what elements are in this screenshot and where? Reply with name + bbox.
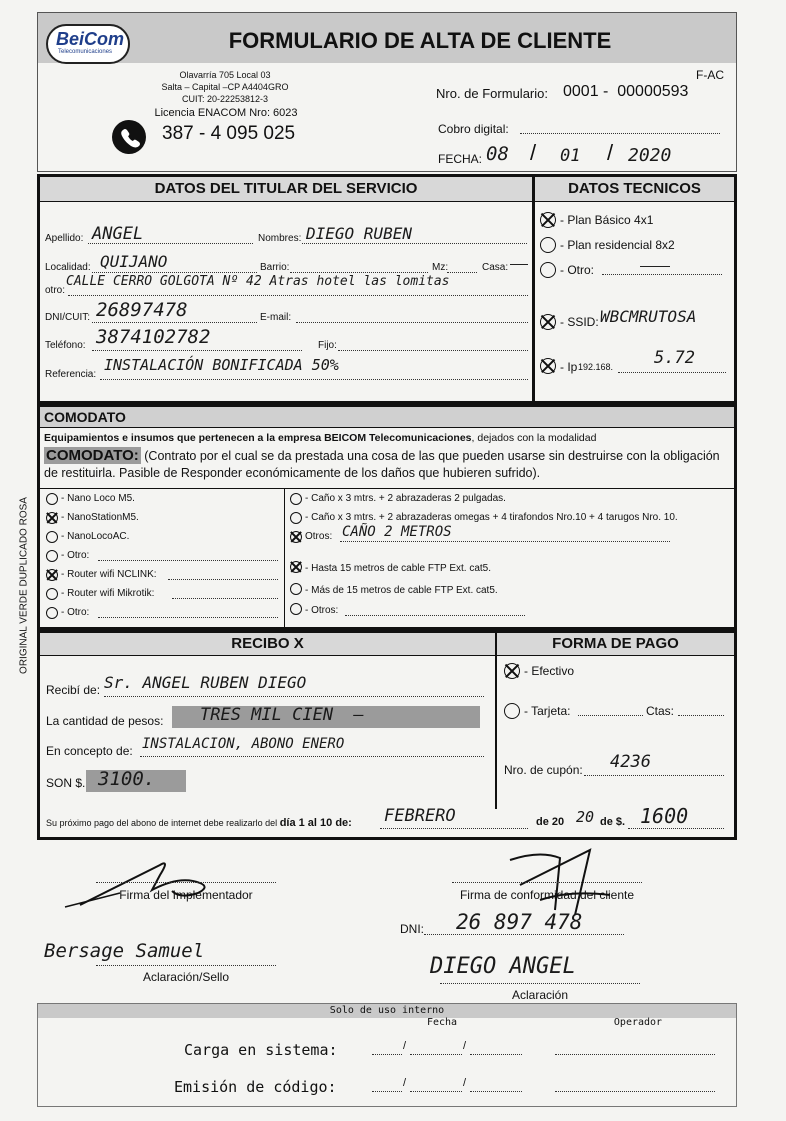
implementador-line	[96, 882, 276, 883]
anio-value: 20	[576, 808, 595, 826]
nanoloco-ac-check[interactable]	[46, 531, 58, 543]
carga-sep-2: /	[463, 1040, 467, 1052]
ip-line	[618, 372, 726, 373]
cano-2-pulgadas-label: - Caño x 3 mtrs. + 2 abrazaderas 2 pulgadas.	[305, 493, 506, 504]
otros-cano-line	[340, 541, 670, 542]
telefono-label: Teléfono:	[45, 340, 86, 351]
router-mikrotik-line	[172, 598, 278, 599]
proximo-dias: día 1 al 10 de:	[279, 817, 352, 829]
casa-label: Casa:	[482, 262, 509, 273]
comodato-intro-rest: , dejados con la modalidad	[471, 432, 597, 444]
ctas-label: Ctas:	[646, 704, 675, 718]
otros-final-label: - Otros:	[305, 605, 339, 616]
concepto-value: INSTALACION, ABONO ENERO	[142, 736, 345, 752]
emision-fecha-y	[470, 1091, 522, 1092]
otros-final-check[interactable]	[290, 603, 302, 615]
comodato-word: COMODATO:	[46, 447, 139, 464]
mz-line	[447, 272, 477, 273]
otro-plan-line	[602, 274, 722, 275]
otro-2-check[interactable]	[46, 607, 58, 619]
ssid-value: WBCMRUTOSA	[600, 307, 697, 326]
de-pesos-label: de $.	[600, 816, 626, 828]
ip-radio[interactable]	[540, 358, 556, 374]
comodato-divider	[40, 488, 734, 489]
address-line-2: Salta – Capital –CP A4404GRO	[161, 82, 289, 92]
carga-fecha-m	[410, 1054, 462, 1055]
son-value: 3100.	[98, 768, 156, 790]
efectivo-radio[interactable]	[504, 663, 520, 679]
cliente-signature-line	[452, 882, 642, 883]
aclaracion-caption: Aclaración	[511, 988, 569, 1002]
beicom-logo	[46, 24, 130, 64]
nanoloco-ac-label: - NanoLocoAC.	[61, 531, 130, 542]
dni-label: DNI/CUIT:	[45, 312, 90, 323]
fecha-sep-1: /	[530, 140, 537, 165]
address-line-1: Olavarría 705 Local 03	[179, 70, 271, 80]
comodato-intro	[44, 432, 596, 444]
email-label: E-mail:	[260, 312, 292, 323]
concepto-label: En concepto de:	[46, 744, 133, 758]
telefono-line	[92, 350, 302, 351]
otros-cano-label: Otros:	[305, 531, 333, 542]
otro-label: otro:	[45, 285, 66, 296]
otro-1-line	[98, 560, 278, 561]
fecha-month: 01	[560, 146, 581, 166]
tarjeta-radio[interactable]	[504, 703, 520, 719]
router-nclink-check[interactable]	[46, 569, 58, 581]
cupon-line	[584, 775, 724, 776]
firma-dni-value: 26 897 478	[456, 910, 583, 934]
cliente-signature	[480, 840, 640, 920]
otro-2-label: - Otro:	[61, 607, 90, 618]
otro-1-check[interactable]	[46, 550, 58, 562]
telefono-value: 3874102782	[96, 326, 211, 348]
fecha-day: 08	[486, 143, 509, 165]
cable-mas-15m-label: - Más de 15 metros de cable FTP Ext. cat5.	[305, 585, 498, 596]
proximo-label: Su próximo pago del abono de internet debe realizarlo del	[46, 818, 278, 828]
apellido-value: ANGEL	[92, 224, 144, 244]
fijo-label: Fijo:	[318, 340, 337, 351]
de20-label: de 20	[536, 816, 565, 828]
cupon-label: Nro. de cupón:	[504, 763, 583, 777]
dni-value: 26897478	[96, 299, 188, 321]
ssid-label: - SSID:	[560, 315, 599, 329]
fecha-year: 2020	[628, 145, 672, 166]
otros-cano-check[interactable]	[290, 531, 302, 543]
titular-title: DATOS DEL TITULAR DEL SERVICIO	[40, 177, 532, 202]
cliente-name: DIEGO ANGEL	[430, 954, 576, 979]
fecha-sep-2: /	[607, 140, 614, 165]
fecha-label: FECHA:	[438, 152, 483, 166]
otro-plan-dash	[640, 266, 670, 267]
otro-plan-label: - Otro:	[560, 263, 595, 277]
comodato-intro-bold: Equipamientos e insumos que pertenecen a la empresa BEICOM Telecomunicaciones	[44, 432, 472, 444]
emision-fecha-m	[410, 1091, 462, 1092]
otro-value: CALLE CERRO GOLGOTA Nº 42 Atras hotel las lomitas	[66, 274, 450, 289]
otro-line	[68, 295, 528, 296]
ip-prefix: 192.168.	[578, 362, 614, 372]
apellido-label: Apellido:	[45, 233, 84, 244]
cano-omegas-label: - Caño x 3 mtrs. + 2 abrazaderas omegas + 4 tirafondos Nro.10 + 4 tarugos Nro. 10.	[305, 512, 678, 523]
interno-fecha-header: Fecha	[426, 1017, 458, 1028]
aclaracion-sello-caption: Aclaración/Sello	[142, 970, 230, 984]
comodato-title: COMODATO	[40, 407, 734, 428]
emision-label: Emisión de código:	[174, 1078, 337, 1096]
otros-cano-value: CAÑO 2 METROS	[342, 524, 452, 540]
logo-subtext: Telecomunicaciones	[58, 49, 113, 55]
firma-dni-label: DNI:	[400, 922, 424, 936]
nombres-value: DIEGO RUBEN	[306, 224, 412, 243]
nombres-label: Nombres:	[258, 233, 302, 244]
localidad-label: Localidad:	[45, 262, 91, 273]
tecnicos-title: DATOS TECNICOS	[535, 177, 734, 202]
cable-15m-label: - Hasta 15 metros de cable FTP Ext. cat5.	[305, 563, 492, 574]
tarjeta-line	[578, 715, 643, 716]
nro-value: 0001 - 00000593	[563, 83, 689, 100]
router-nclink-line	[168, 579, 278, 580]
whatsapp-icon	[112, 120, 146, 154]
cantidad-value: TRES MIL CIEN —	[200, 705, 364, 725]
otro-2-line	[98, 617, 278, 618]
interno-operador-header: Operador	[613, 1017, 663, 1028]
implementador-caption: Firma del Implementador	[119, 888, 253, 902]
plan-basico-label: - Plan Básico 4x1	[560, 213, 654, 227]
barrio-line	[290, 272, 428, 273]
router-mikrotik-label: - Router wifi Mikrotik:	[61, 588, 155, 599]
aclaracion-sello-line	[96, 965, 276, 966]
nanostation-check[interactable]	[46, 512, 58, 524]
email-line	[296, 322, 528, 323]
emision-sep-2: /	[463, 1077, 467, 1089]
recibi-line	[104, 696, 484, 697]
otro-1-label: - Otro:	[61, 550, 90, 561]
proximo-mes-value: FEBRERO	[384, 806, 456, 826]
recibo-pago-divider	[495, 633, 497, 809]
cano-2-pulgadas-check[interactable]	[290, 493, 302, 505]
comodato-definition: (Contrato por el cual se da prestada una cosa de las que pueden usarse sin destruirse con la obligación de restituirla. Pasible de Responder económicamente de los daños que hubieren sufrido).	[44, 449, 720, 480]
tarjeta-label: - Tarjeta:	[524, 704, 571, 718]
emision-fecha-d	[372, 1091, 402, 1092]
licencia: Licencia ENACOM Nro: 6023	[154, 107, 298, 119]
comodato-column-divider	[284, 488, 285, 627]
monto-line	[628, 828, 724, 829]
monto-value: 1600	[640, 804, 689, 828]
cobro-label: Cobro digital:	[438, 122, 509, 136]
interno-title: Solo de uso interno	[38, 1004, 736, 1018]
cable-15m-check[interactable]	[290, 561, 302, 573]
plan-residencial-radio[interactable]	[540, 237, 556, 253]
nro-label: Nro. de Formulario:	[436, 86, 548, 101]
cuit: CUIT: 20-22253812-3	[181, 94, 269, 104]
emision-sep-1: /	[403, 1077, 407, 1089]
ip-label: - Ip	[560, 360, 578, 374]
plan-basico-radio[interactable]	[540, 212, 556, 228]
cupon-value: 4236	[610, 752, 651, 772]
nano-loco-m5-label: - Nano Loco M5.	[61, 493, 135, 504]
efectivo-label: - Efectivo	[524, 664, 575, 678]
carga-operador	[555, 1054, 715, 1055]
router-nclink-label: - Router wifi NCLINK:	[61, 569, 157, 580]
dni-line	[92, 322, 257, 323]
referencia-label: Referencia:	[45, 369, 97, 380]
otros-final-line	[345, 615, 525, 616]
carga-fecha-y	[470, 1054, 522, 1055]
emision-operador	[555, 1091, 715, 1092]
proximo-pago-row	[46, 817, 352, 829]
mz-label: Mz:	[432, 262, 449, 273]
form-code: F-AC	[696, 68, 724, 82]
fijo-line	[338, 350, 528, 351]
copy-side-label: ORIGINAL VERDE DUPLICADO ROSA	[18, 497, 30, 674]
barrio-label: Barrio:	[260, 262, 290, 273]
cobro-line	[520, 133, 720, 134]
form-title: FORMULARIO DE ALTA DE CLIENTE	[228, 28, 612, 53]
nano-loco-m5-check[interactable]	[46, 493, 58, 505]
recibi-value: Sr. ANGEL RUBEN DIEGO	[104, 673, 307, 692]
localidad-value: QUIJANO	[100, 252, 168, 271]
pago-title: FORMA DE PAGO	[497, 633, 734, 656]
logo-text: BeiCom	[56, 29, 125, 49]
plan-residencial-label: - Plan residencial 8x2	[560, 238, 675, 252]
ip-value: 5.72	[654, 348, 695, 368]
cano-omegas-check[interactable]	[290, 512, 302, 524]
concepto-line	[140, 756, 484, 757]
ssid-radio[interactable]	[540, 314, 556, 330]
ctas-line	[678, 715, 724, 716]
carga-fecha-d	[372, 1054, 402, 1055]
carga-label: Carga en sistema:	[184, 1041, 338, 1059]
proximo-mes-line	[380, 828, 528, 829]
nanostation-label: - NanoStationM5.	[61, 512, 139, 523]
carga-sep-1: /	[403, 1040, 407, 1052]
implementador-name: Bersage Samuel	[44, 940, 205, 962]
localidad-line	[92, 272, 257, 273]
firma-dni-line	[424, 934, 624, 935]
otro-plan-radio[interactable]	[540, 262, 556, 278]
cantidad-label: La cantidad de pesos:	[46, 714, 164, 728]
recibo-title: RECIBO X	[40, 633, 495, 656]
aclaracion-line	[440, 983, 640, 984]
nombres-line	[302, 243, 527, 244]
router-mikrotik-check[interactable]	[46, 588, 58, 600]
casa-dash	[510, 264, 528, 265]
referencia-value: INSTALACIÓN BONIFICADA 50%	[104, 356, 339, 374]
cable-mas-15m-check[interactable]	[290, 583, 302, 595]
comodato-definition-box	[44, 447, 724, 482]
referencia-line	[100, 379, 528, 380]
son-label: SON $.	[46, 776, 86, 790]
phone-number: 387 - 4 095 025	[162, 123, 296, 144]
recibi-label: Recibí de:	[46, 683, 101, 697]
implementador-signature	[60, 845, 240, 915]
conformidad-caption: Firma de conformidad del cliente	[459, 888, 635, 902]
